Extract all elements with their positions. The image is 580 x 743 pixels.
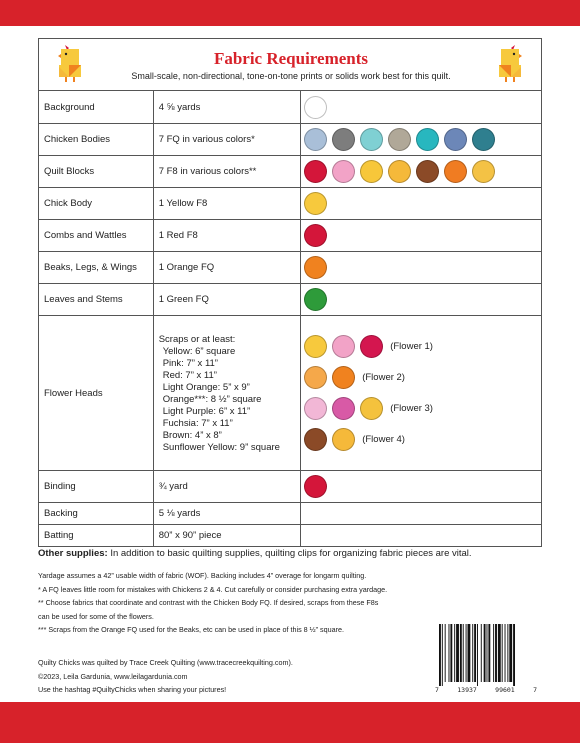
swatch-group <box>304 128 536 151</box>
fabric-swatch <box>444 128 467 151</box>
barcode-bar <box>498 624 501 682</box>
fabric-swatch <box>304 224 327 247</box>
barcode-digits: 7 <box>435 686 439 694</box>
barcode-number <box>435 686 537 694</box>
barcode-bar <box>484 624 486 682</box>
other-supplies-label: Other supplies: <box>38 548 108 559</box>
fabric-swatch <box>304 128 327 151</box>
fabric-requirements-table <box>38 90 542 547</box>
fabric-swatch <box>304 335 327 358</box>
fabric-name: Backing <box>39 503 154 525</box>
swatch-cell <box>301 284 542 316</box>
bottom-red-band <box>0 702 580 743</box>
scrap-list <box>159 332 296 454</box>
chick-logo-icon <box>495 43 525 85</box>
barcode-bar <box>439 624 441 686</box>
table-row <box>39 503 542 525</box>
flower-swatch-cell <box>301 316 542 471</box>
fabric-amount: 1 Green FQ <box>153 284 301 316</box>
swatch-cell <box>301 188 542 220</box>
note-line: ** Choose fabrics that coordinate and contrast with the Chicken Body FQ. If desired, scraps from these F8s <box>38 598 379 607</box>
credit-line: Use the hashtag #QuiltyChicks when sharing your pictures! <box>38 685 227 694</box>
fabric-amount: 7 FQ in various colors* <box>153 124 301 156</box>
barcode-bar <box>477 624 478 686</box>
fabric-swatch <box>444 160 467 183</box>
other-supplies-text: In addition to basic quilting supplies, quilting clips for organizing fabric pieces are vital. <box>107 548 472 559</box>
fabric-swatch <box>360 128 383 151</box>
swatch-group <box>304 224 536 247</box>
barcode-bar <box>460 624 462 682</box>
table-row <box>39 284 542 316</box>
barcode-digits: 99601 <box>495 686 515 694</box>
fabric-swatch <box>304 160 327 183</box>
other-supplies <box>38 548 548 559</box>
barcode-digits: 7 <box>533 686 537 694</box>
table-row <box>39 188 542 220</box>
swatch-group <box>304 475 536 498</box>
fabric-swatch <box>388 160 411 183</box>
fabric-amount: 80” x 90” piece <box>153 525 301 547</box>
table-row <box>39 471 542 503</box>
barcode-bar <box>474 624 476 682</box>
table-row <box>39 525 542 547</box>
fabric-swatch <box>304 428 327 451</box>
fabric-swatch <box>332 128 355 151</box>
barcode-bar <box>442 624 443 686</box>
swatch-cell <box>301 220 542 252</box>
fabric-name: Batting <box>39 525 154 547</box>
top-red-band <box>0 0 580 26</box>
scrap-item: Yellow: 6” square <box>162 346 236 357</box>
fabric-swatch <box>332 397 355 420</box>
fabric-swatch <box>304 366 327 389</box>
swatch-cell <box>301 471 542 503</box>
swatch-group <box>304 192 536 215</box>
page-subtitle: Small-scale, non-directional, tone-on-tone prints or solids work best for this quilt. <box>131 71 451 81</box>
fabric-name: Chicken Bodies <box>39 124 154 156</box>
table-row <box>39 252 542 284</box>
fabric-swatch <box>304 397 327 420</box>
fabric-swatch <box>304 192 327 215</box>
fabric-name: Quilt Blocks <box>39 156 154 188</box>
scrap-item: Pink: 7” x 11” <box>162 358 218 369</box>
fabric-name: Beaks, Legs, & Wings <box>39 252 154 284</box>
barcode-bar <box>456 624 459 682</box>
barcode-bar <box>488 624 490 682</box>
fabric-swatch <box>416 160 439 183</box>
flower-swatch-row <box>304 393 536 424</box>
fabric-amount: 1 Orange FQ <box>153 252 301 284</box>
credits <box>38 656 418 697</box>
fabric-swatch <box>360 160 383 183</box>
barcode-bar <box>445 624 446 682</box>
fabric-amount: 1 Yellow F8 <box>153 188 301 220</box>
swatch-group <box>304 160 536 183</box>
fabric-name: Flower Heads <box>39 316 154 471</box>
swatch-cell <box>301 503 542 525</box>
barcode-bar <box>507 624 508 682</box>
swatch-cell <box>301 124 542 156</box>
table-row <box>39 316 542 471</box>
table-row <box>39 220 542 252</box>
scrap-intro: Scraps or at least: <box>158 334 236 345</box>
flower-label: (Flower 3) <box>390 403 433 414</box>
barcode-bar <box>509 624 512 682</box>
barcode-bar <box>472 624 473 682</box>
fabric-swatch <box>304 256 327 279</box>
scrap-item: Light Purple: 6” x 11” <box>162 406 251 417</box>
fabric-amount: 4 ⅝ yards <box>153 91 301 124</box>
fabric-amount: ¾ yard <box>153 471 301 503</box>
swatch-cell <box>301 91 542 124</box>
note-line: * A FQ leaves little room for mistakes with Chickens 2 & 4. Cut carefully or consider purchasing extra yardage. <box>38 584 388 594</box>
barcode-bar <box>513 624 515 686</box>
credit-line: Quilty Chicks was quilted by Trace Creek Quilting (www.tracecreekquilting.com). <box>38 658 293 667</box>
fabric-amount: 7 F8 in various colors** <box>153 156 301 188</box>
swatch-group <box>304 288 536 311</box>
flower-swatch-row <box>304 424 536 455</box>
flower-swatch-row <box>304 331 536 362</box>
swatch-cell <box>301 252 542 284</box>
fabric-swatch <box>304 288 327 311</box>
fabric-swatch <box>304 475 327 498</box>
barcode-bar <box>466 624 467 682</box>
barcode-bar <box>502 624 503 682</box>
credit-line: ©2023, Leila Gardunia, www.leilagardunia.com <box>38 671 188 681</box>
fabric-swatch <box>416 128 439 151</box>
barcode-bar <box>487 624 488 682</box>
flower-label: (Flower 4) <box>362 434 405 445</box>
swatch-cell <box>301 525 542 547</box>
fabric-swatch <box>304 96 327 119</box>
table-row <box>39 156 542 188</box>
fabric-swatch <box>472 128 495 151</box>
fabric-name: Binding <box>39 471 154 503</box>
barcode-icon <box>435 624 537 686</box>
barcode-bar <box>468 624 471 682</box>
barcode-digits: 13937 <box>457 686 477 694</box>
swatch-group <box>304 256 536 279</box>
swatch-group <box>304 96 536 119</box>
barcode-bar <box>463 624 464 682</box>
swatch-cell <box>301 156 542 188</box>
page-title: Fabric Requirements <box>213 49 369 68</box>
fabric-amount: 5 ⅛ yards <box>153 503 301 525</box>
barcode-bar <box>449 624 450 682</box>
fabric-swatch <box>388 128 411 151</box>
barcode-bar <box>450 624 452 682</box>
note-line: Yardage assumes a 42” usable width of fabric (WOF). Backing includes 4” overage for longarm quilting. <box>38 571 367 580</box>
fabric-amount: 1 Red F8 <box>153 220 301 252</box>
barcode-bar <box>495 624 497 682</box>
scrap-item: Brown: 4” x 8” <box>162 430 222 441</box>
barcode-bar <box>454 624 455 682</box>
table-row <box>39 91 542 124</box>
fabric-swatch <box>332 428 355 451</box>
fabric-swatch <box>360 397 383 420</box>
flower-swatch-row <box>304 362 536 393</box>
fabric-swatch <box>332 335 355 358</box>
fabric-name: Leaves and Stems <box>39 284 154 316</box>
fabric-swatch <box>332 366 355 389</box>
header <box>38 38 542 90</box>
scrap-list-cell <box>153 316 301 471</box>
fabric-swatch <box>332 160 355 183</box>
fabric-name: Background <box>39 91 154 124</box>
flower-label: (Flower 2) <box>362 372 405 383</box>
fabric-name: Combs and Wattles <box>39 220 154 252</box>
barcode-bar <box>481 624 482 682</box>
barcode-bar <box>493 624 494 682</box>
scrap-item: Red: 7” x 11” <box>162 370 217 381</box>
note-line: *** Scraps from the Orange FQ used for the Beaks, etc can be used in place of this 8 ½” square. <box>38 625 345 634</box>
fabric-swatch <box>472 160 495 183</box>
scrap-item: Light Orange: 5” x 9” <box>162 382 250 393</box>
note-line: can be used for some of the flowers. <box>38 611 154 621</box>
barcode-bar <box>505 624 506 682</box>
table-row <box>39 124 542 156</box>
notes <box>38 569 438 637</box>
scrap-item: Sunflower Yellow: 9” square <box>162 442 280 453</box>
scrap-item: Fuchsia: 7” x 11” <box>162 418 233 429</box>
flower-label: (Flower 1) <box>390 341 433 352</box>
scrap-item: Orange***: 8 ½” square <box>162 394 262 405</box>
fabric-name: Chick Body <box>39 188 154 220</box>
fabric-swatch <box>360 335 383 358</box>
